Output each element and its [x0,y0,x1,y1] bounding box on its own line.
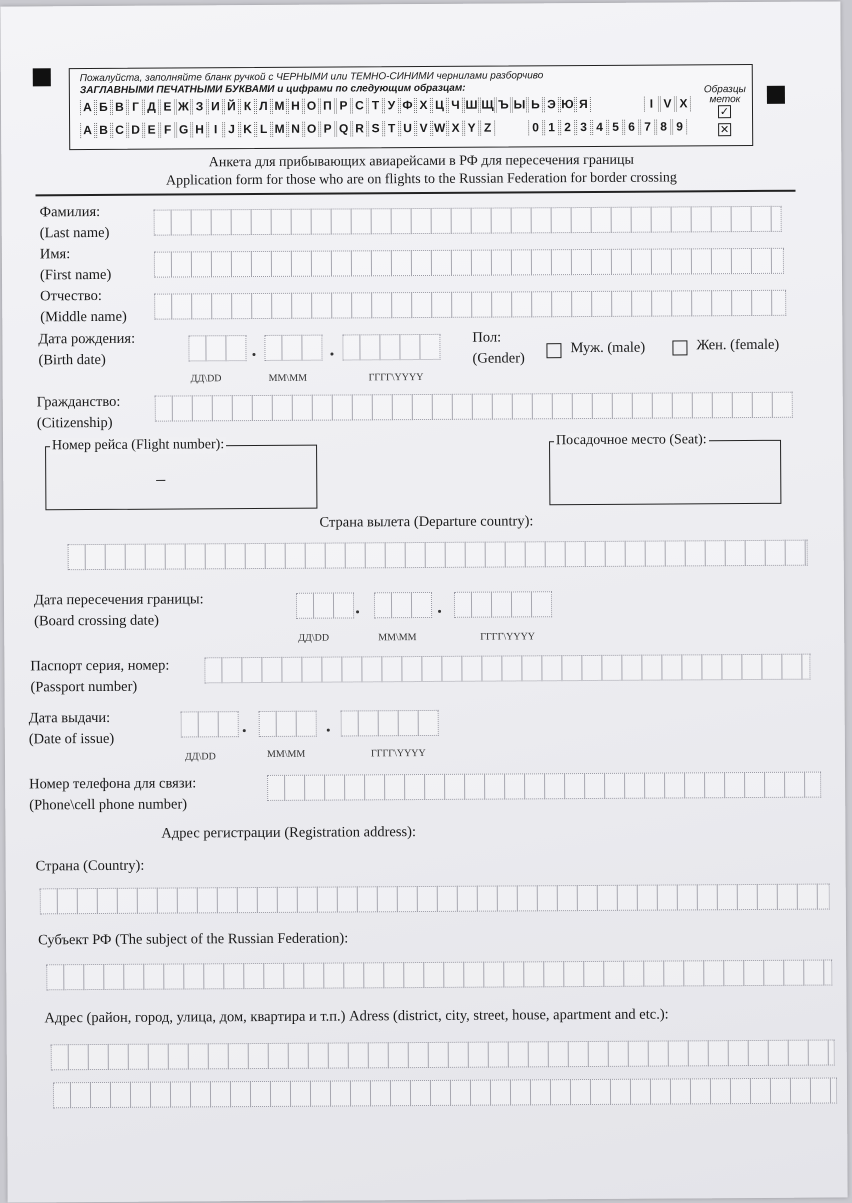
border-date-label [34,589,204,632]
registration-marker-right [767,86,785,104]
sample-char: Й [224,99,239,114]
address-input-line-1[interactable] [51,1039,835,1070]
sample-char: Ы [513,97,526,112]
instructions-line-2: ЗАГЛАВНЫМИ ПЕЧАТНЫМИ БУКВАМИ и цифрами по следующим образцам: [79,82,466,97]
country-label: Страна (Country): [35,857,145,875]
instructions-box [69,64,753,150]
sample-char: 7 [640,120,655,135]
sample-char: C [112,123,127,138]
country-input[interactable] [40,884,830,915]
phone-label-ru: Номер телефона для связи: [29,775,197,793]
passport-label-ru: Паспорт серия, номер: [30,657,170,675]
sample-char: З [192,99,207,114]
border-year-hint: ГГГГ\YYYY [480,631,536,643]
middle-name-label [40,286,127,329]
sample-char: I [208,122,223,137]
birth-date-label [38,329,135,372]
sample-char: Q [336,121,351,136]
birth-month-input[interactable] [264,335,322,361]
border-month-hint: ММ\MM [378,632,417,644]
gender-male-checkbox[interactable] [546,343,561,358]
sample-char: X [448,121,463,136]
passport-label [30,656,169,699]
gender-label-en: (Gender) [472,350,525,367]
border-day-input[interactable] [296,592,354,618]
date-separator [327,729,330,732]
sample-char: E [144,123,159,138]
issue-month-input[interactable] [259,711,317,737]
issue-date-label [29,708,115,751]
sample-char: Z [480,121,495,136]
sample-char: Ж [176,99,191,114]
sample-char: 3 [576,120,591,135]
form-title-en: Application form for those who are on flights to the Russian Federation for border crossing [165,170,677,189]
birth-date-label-en: (Birth date) [38,351,106,369]
sample-char: R [352,121,367,136]
sample-char: А [80,100,95,115]
title-divider [36,190,796,197]
last-name-label [40,202,110,244]
sample-char: Э [544,97,559,112]
sample-char: U [400,121,415,136]
last-name-label-en: (Last name) [39,224,110,242]
sample-char: F [160,123,175,138]
sample-char: 4 [592,120,607,135]
seat-label: Посадочное место (Seat): [554,432,709,449]
sample-char: M [272,122,287,137]
sample-char: Н [288,99,303,114]
sample-char: Ф [400,98,415,113]
sample-char: 2 [560,120,575,135]
sample-char: Р [336,98,351,113]
sample-char: Л [256,99,271,114]
gender-label [472,327,525,369]
sample-char: S [368,121,383,136]
sample-char: B [96,123,111,138]
sample-char: 5 [608,120,623,135]
subject-input[interactable] [46,960,832,991]
sample-char: С [352,98,367,113]
date-separator [330,353,333,356]
roman-samples-row [644,96,691,111]
citizenship-label-ru: Гражданство: [36,393,121,411]
address-input-line-2[interactable] [53,1077,837,1108]
sample-char: Д [144,100,159,115]
phone-label [29,773,196,816]
middle-name-input[interactable] [154,290,786,320]
birth-day-input[interactable] [188,335,246,361]
passport-input[interactable] [204,654,810,684]
border-date-label-ru: Дата пересечения границы: [33,591,204,609]
sample-char: 9 [672,119,687,134]
flight-number-label: Номер рейса (Flight number): [50,437,226,454]
sample-char: P [320,122,335,137]
flight-number-dash: – [156,468,166,489]
cyrillic-samples-row [80,97,591,115]
seat-frame[interactable] [549,432,781,505]
sample-char: H [192,122,207,137]
sample-char: 0 [528,120,543,135]
sample-char: 8 [656,119,671,134]
sample-char: М [272,99,287,114]
sample-char: Ь [528,97,543,112]
border-year-input[interactable] [454,591,552,618]
sample-char: К [240,99,255,114]
sample-char: Ю [561,97,574,112]
sample-char: K [240,122,255,137]
gender-female-label: Жен. (female) [696,336,780,354]
sample-char: W [433,120,446,135]
issue-date-label-en: (Date of issue) [28,730,115,748]
sample-char: G [176,122,191,137]
sample-char: Ц [432,98,447,113]
phone-label-en: (Phone\cell phone number) [29,796,188,814]
sample-char: X [676,96,691,111]
sample-char: Х [416,98,431,113]
birth-day-hint: ДД\DD [190,373,222,385]
registration-marker-left [33,68,51,86]
date-separator [243,729,246,732]
sample-char: Я [576,97,591,112]
sample-char: В [112,100,127,115]
subject-label: Субъект РФ (The subject of the Russian Federation): [38,930,349,949]
instructions-line-1: Пожалуйста, заполняйте бланк ручкой с ЧЕРНЫМИ или ТЕМНО-СИНИМИ чернилами разборчиво [79,70,544,85]
issue-date-label-ru: Дата выдачи: [28,709,111,727]
middle-name-label-ru: Отчество: [40,287,102,305]
sample-char: О [304,99,319,114]
gender-male-label: Муж. (male) [570,339,646,357]
sample-char: O [304,122,319,137]
sample-char: A [80,123,95,138]
sample-char: Щ [481,97,494,112]
sample-char: П [320,99,335,114]
issue-day-hint: ДД\DD [184,751,216,763]
sample-char: Г [128,100,143,115]
digit-samples-row [528,119,687,135]
citizenship-input[interactable] [155,392,793,422]
issue-year-input[interactable] [341,710,439,737]
border-date-label-en: (Board crossing date) [34,612,159,630]
sample-char: T [384,121,399,136]
first-name-label-ru: Имя: [39,246,71,263]
citizenship-label [37,392,121,435]
first-name-label [40,244,112,286]
departure-country-label: Страна вылета (Departure country): [319,513,534,531]
phone-input[interactable] [267,772,821,801]
flight-number-frame[interactable] [45,437,317,511]
first-name-input[interactable] [154,248,784,278]
border-day-hint: ДД\DD [298,632,330,644]
departure-country-input[interactable] [68,540,808,571]
sample-char: V [416,121,431,136]
latin-samples-row [80,121,495,139]
sample-char: Ш [465,97,478,112]
sample-char: И [208,99,223,114]
citizenship-label-en: (Citizenship) [36,414,113,432]
border-month-input[interactable] [374,592,432,618]
last-name-label-ru: Фамилия: [39,203,101,221]
issue-month-hint: ММ\MM [266,748,306,760]
gender-label-ru: Пол: [472,329,502,346]
issue-year-hint: ГГГГ\YYYY [370,747,426,760]
sample-char: I [644,97,659,112]
form-sheet [0,1,847,1202]
first-name-label-en: (First name) [39,266,112,284]
birth-year-hint: ГГГГ\YYYY [368,371,424,384]
sample-char: J [224,122,239,137]
sample-char: L [256,122,271,137]
cross-mark-sample-icon: ✕ [719,123,730,137]
address-label: Адрес (район, город, улица, дом, квартира и т.п.) Adress (district, city, street, house, apartment and etc.): [44,1006,669,1027]
birth-year-input[interactable] [342,334,440,361]
check-mark-sample-icon: ✓ [719,105,730,119]
form-title-ru: Анкета для прибывающих авиарейсами в РФ для пересечения границы [208,152,634,171]
sample-char: У [384,98,399,113]
sample-char: 1 [544,120,559,135]
sample-char: Т [368,98,383,113]
sample-char: Е [160,100,175,115]
birth-month-hint: ММ\MM [268,372,308,384]
last-name-input[interactable] [154,206,782,236]
registration-address-label: Адрес регистрации (Registration address): [161,824,417,842]
date-separator [356,610,359,613]
marks-title: Образцы меток [703,84,746,106]
sample-char: Ч [448,98,463,113]
middle-name-label-en: (Middle name) [40,308,127,326]
date-separator [438,610,441,613]
sample-char: Ъ [496,97,511,112]
sample-char: N [288,122,303,137]
sample-char: D [128,123,143,138]
date-separator [252,353,255,356]
birth-date-label-ru: Дата рождения: [38,330,136,348]
sample-char: Б [96,100,111,115]
sample-char: Y [464,121,479,136]
gender-female-checkbox[interactable] [672,340,687,355]
issue-day-input[interactable] [181,711,239,737]
sample-char: V [660,96,675,111]
passport-label-en: (Passport number) [30,678,138,696]
sample-char: 6 [624,120,639,135]
